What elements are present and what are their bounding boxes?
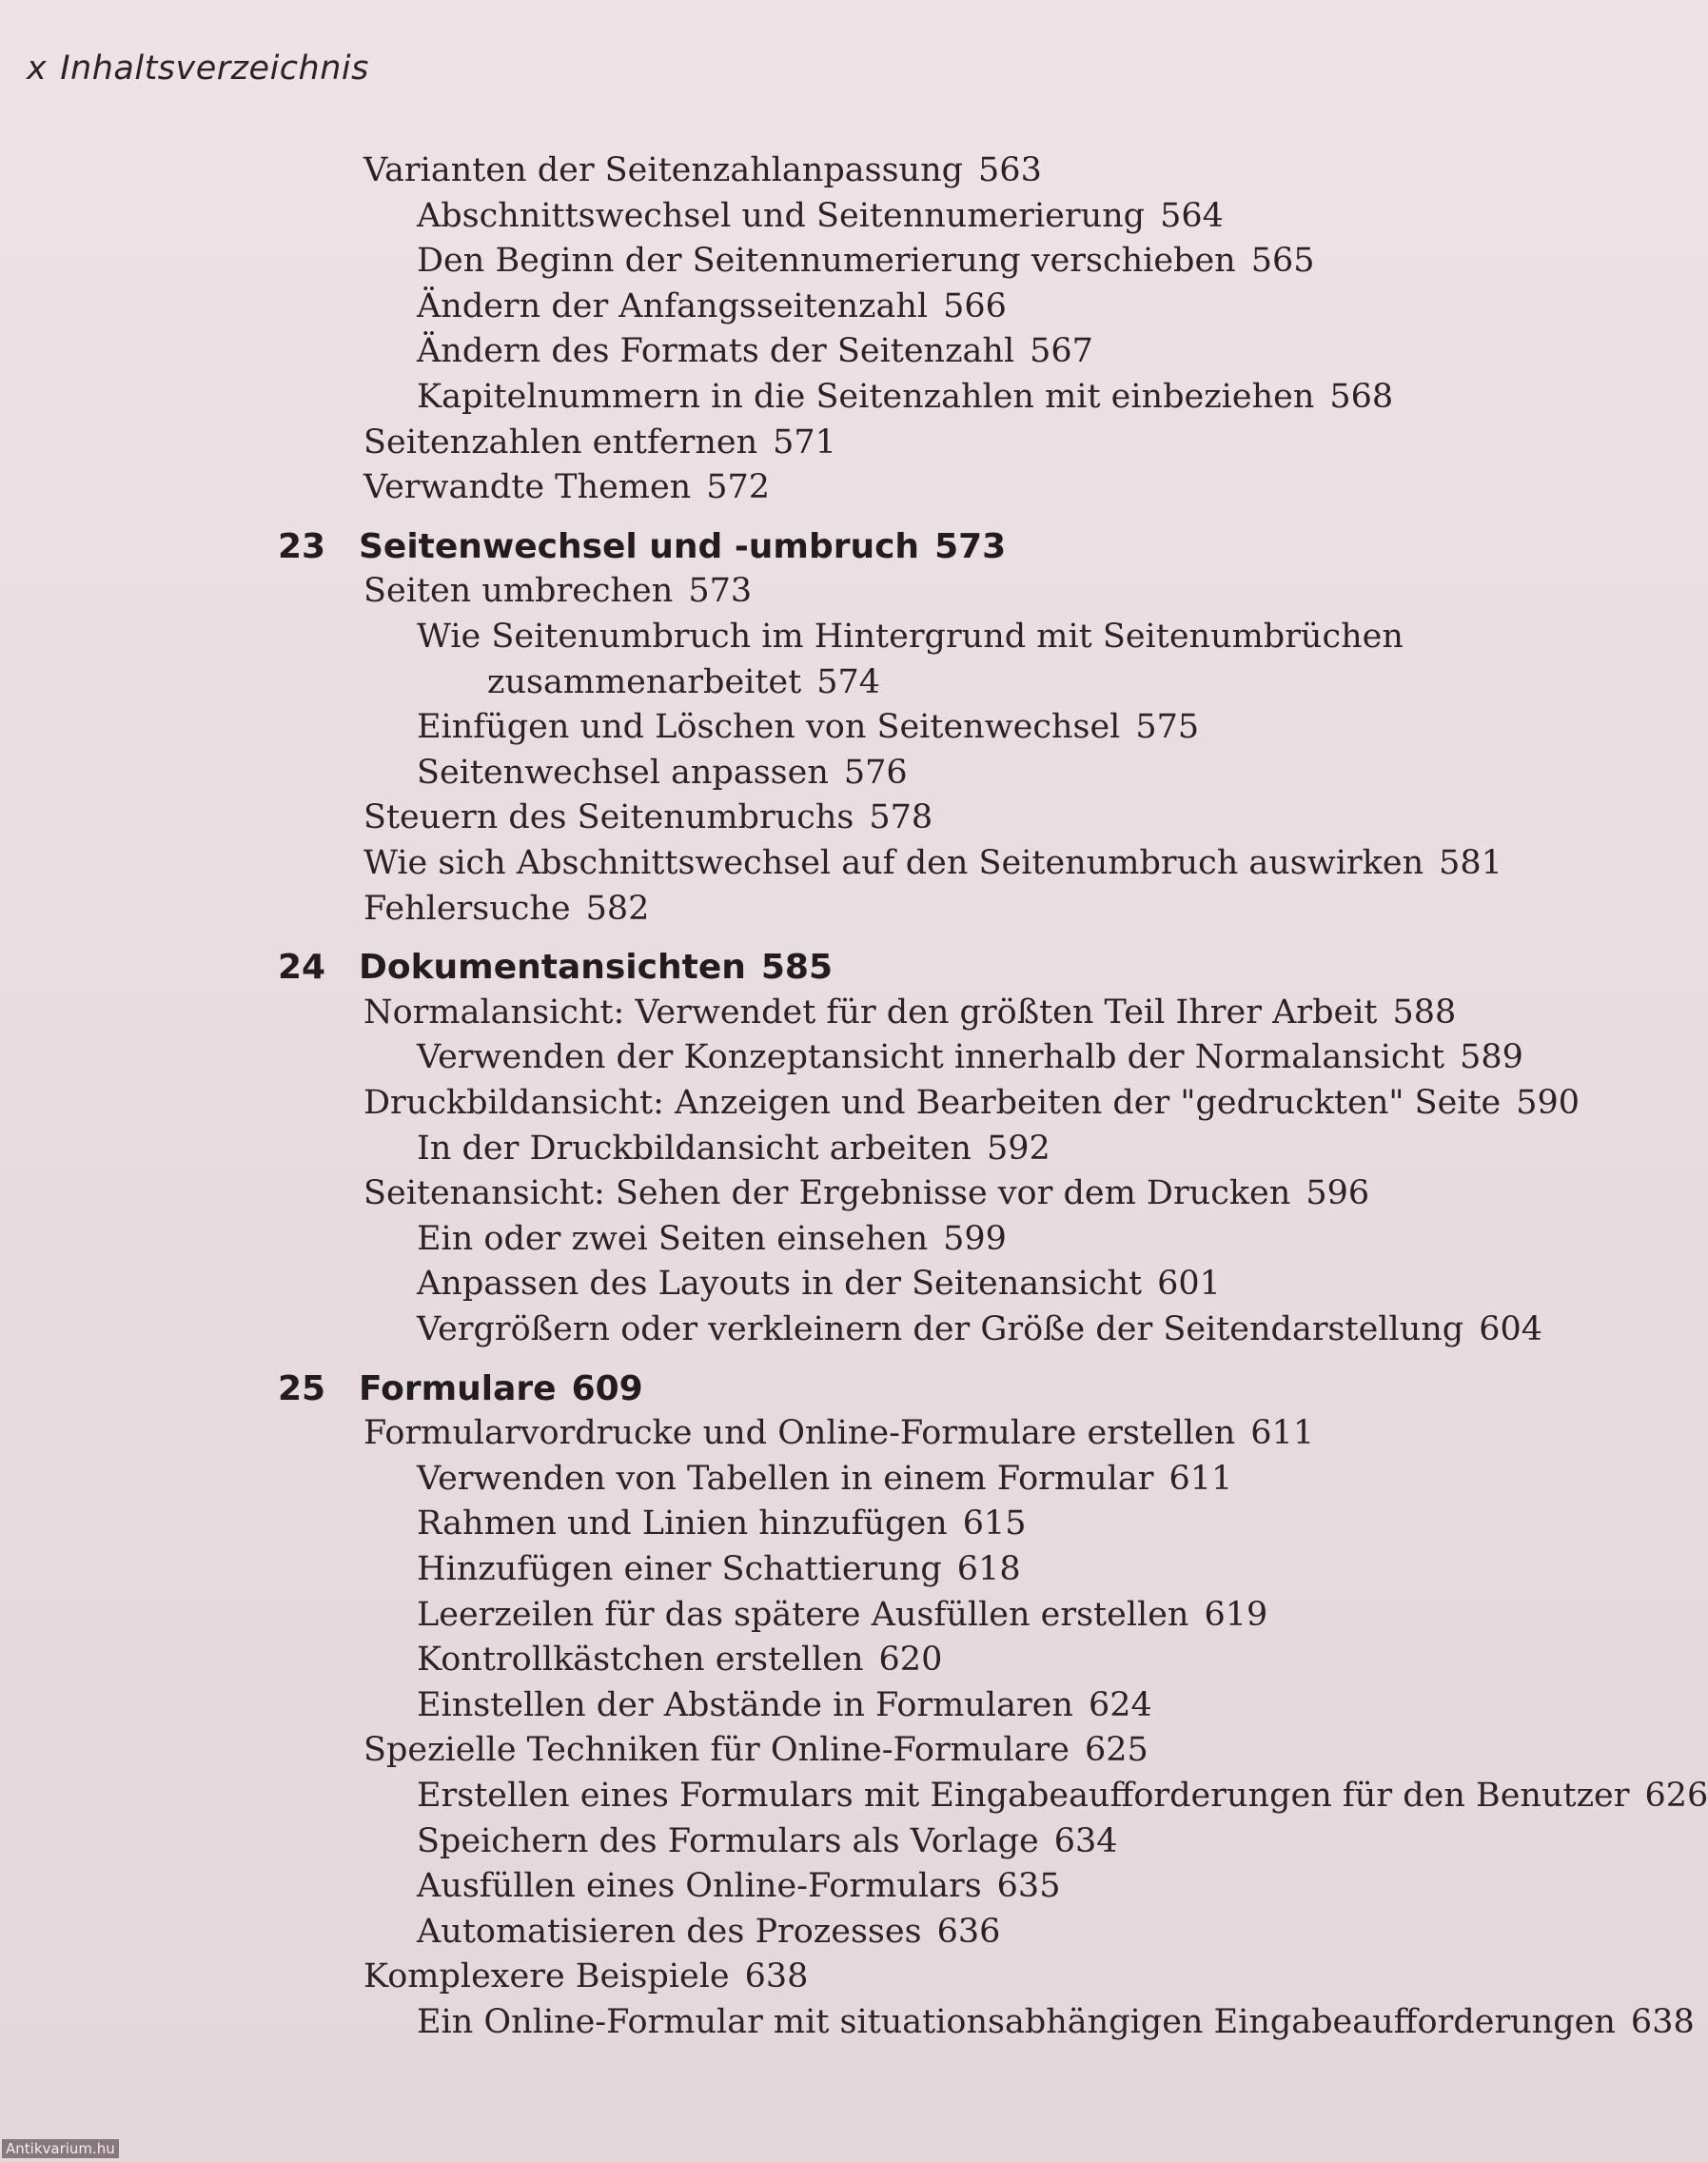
- toc-entry: [363, 423, 836, 462]
- toc-entry-title: Druckbildansicht: Anzeigen und Bearbeiten der "gedruckten" Seite: [363, 1084, 1502, 1122]
- toc-entry: [417, 1685, 1152, 1724]
- toc-entry-title: Erstellen eines Formulars mit Eingabeaufforderungen für den Benutzer: [417, 1777, 1630, 1815]
- toc-entry-title: Ausfüllen eines Online-Formulars: [417, 1867, 982, 1906]
- toc-entry-title: Formularvordrucke und Online-Formulare erstellen: [363, 1414, 1236, 1453]
- toc-entry-page: 618: [956, 1550, 1021, 1588]
- toc-entry-title: Abschnittswechsel und Seitennumerierung: [417, 196, 1146, 235]
- chapter-number: 25: [278, 1368, 326, 1408]
- chapter-title-line: [359, 948, 834, 988]
- toc-entry-title: Rahmen und Linien hinzufügen: [417, 1504, 948, 1543]
- toc-entry-title: Komplexere Beispiele: [363, 1957, 730, 1996]
- toc-entry-page: 596: [1306, 1174, 1370, 1213]
- toc-entry-page: 604: [1479, 1310, 1542, 1348]
- toc-entry-page: 563: [978, 151, 1042, 189]
- toc-entry-page: 564: [1160, 196, 1224, 235]
- toc-entry-title: Wie sich Abschnittswechsel auf den Seitenumbruch auswirken: [363, 844, 1424, 882]
- toc-entry: [363, 1084, 1580, 1122]
- toc-entry: [417, 1821, 1118, 1860]
- toc-entry-title: Varianten der Seitenzahlanpassung: [363, 151, 964, 189]
- toc-entry: [363, 1731, 1148, 1770]
- toc-entry: [417, 620, 1404, 654]
- toc-entry-title: Anpassen des Layouts in der Seitenansicht: [417, 1265, 1143, 1304]
- chapter-page: 609: [571, 1368, 643, 1408]
- toc-entry-page: 624: [1088, 1685, 1152, 1724]
- toc-entry-page: 638: [1630, 2003, 1695, 2041]
- toc-entry: [417, 1459, 1233, 1498]
- toc-entry: [417, 753, 908, 792]
- toc-entry-page: 567: [1030, 332, 1093, 371]
- toc-entry: [417, 2003, 1695, 2041]
- toc-entry-page: 635: [996, 1867, 1061, 1906]
- toc-entry-page: 589: [1460, 1038, 1523, 1077]
- page-header: [27, 49, 369, 88]
- toc-entry: [417, 1550, 1021, 1588]
- toc-entry-page: 611: [1250, 1414, 1315, 1453]
- toc-entry-title: Fehlersuche: [363, 889, 571, 928]
- toc-entry-page: 599: [943, 1219, 1007, 1258]
- chapter-number: 23: [278, 526, 326, 566]
- toc-entry-title: Normalansicht: Verwendet für den größten Teil Ihrer Arbeit: [363, 993, 1378, 1032]
- header-title: Inhaltsverzeichnis: [60, 49, 369, 88]
- chapter-heading: [278, 948, 1515, 993]
- chapter-title: Seitenwechsel und -umbruch: [359, 526, 920, 566]
- toc-entry: [417, 708, 1200, 747]
- toc-entry-title: Steuern des Seitenumbruchs: [363, 798, 854, 837]
- chapter-title: Formulare: [359, 1368, 557, 1408]
- toc-entry-title: Seitenwechsel anpassen: [417, 753, 829, 792]
- toc-entry: [417, 196, 1224, 235]
- chapter-title-line: [359, 526, 1007, 566]
- toc-entry: [417, 378, 1394, 416]
- toc-entry: [417, 1265, 1221, 1304]
- toc-entry: [363, 151, 1042, 189]
- toc-entry-page: 571: [773, 423, 836, 462]
- toc-entry-page: 611: [1168, 1459, 1233, 1498]
- toc-entry: [363, 1174, 1370, 1213]
- toc-entry: [363, 572, 753, 611]
- toc-entry-title: Kontrollkästchen erstellen: [417, 1641, 864, 1680]
- chapter-title: Dokumentansichten: [359, 948, 746, 988]
- toc-entry-title: Seitenzahlen entfernen: [363, 423, 758, 462]
- toc-entry: [417, 1641, 943, 1680]
- toc-entry: [417, 1779, 1708, 1813]
- toc-entry-title: Automatisieren des Prozesses: [417, 1912, 922, 1951]
- toc-entry-page: 576: [843, 753, 908, 792]
- toc-entry-title: Vergrößern oder verkleinern der Größe der Seitendarstellung: [417, 1310, 1464, 1348]
- chapter-page: 585: [760, 948, 834, 988]
- toc-entry-page: 634: [1053, 1821, 1118, 1860]
- toc-entry-title: Einstellen der Abstände in Formularen: [417, 1685, 1073, 1724]
- toc-entry-title: Ein Online-Formular mit situationsabhängigen Eingabeaufforderungen: [417, 2003, 1616, 2041]
- toc-entry-page: 566: [943, 286, 1007, 325]
- toc-entry-title: Wie Seitenumbruch im Hintergrund mit Seitenumbrüchen: [417, 618, 1404, 656]
- toc-entry-page: 592: [986, 1129, 1050, 1168]
- toc-entry-page: 590: [1516, 1084, 1580, 1122]
- toc-entry: [417, 1310, 1542, 1348]
- chapter-title-line: [359, 1368, 643, 1408]
- toc-entry-title: Ändern des Formats der Seitenzahl: [417, 332, 1015, 371]
- toc-entry-title: Den Beginn der Seitennumerierung verschieben: [417, 242, 1236, 281]
- toc-entry-title: Speichern des Formulars als Vorlage: [417, 1821, 1039, 1860]
- toc-entry: [363, 993, 1457, 1032]
- toc-entry: [417, 1219, 1007, 1258]
- toc-entry-page: 578: [869, 798, 933, 837]
- toc-entry-page: 575: [1135, 708, 1200, 747]
- toc-entry-page: 620: [878, 1641, 943, 1680]
- toc-entry-title: Ändern der Anfangsseitenzahl: [417, 286, 929, 325]
- toc-entry: [417, 1038, 1523, 1077]
- toc-entry: [363, 798, 933, 837]
- toc-entry-page: 565: [1250, 242, 1315, 281]
- toc-entry: [417, 1129, 1050, 1168]
- toc-entry: [363, 844, 1502, 882]
- toc-entry-page: 615: [962, 1504, 1027, 1543]
- toc-entry-title: Verwenden von Tabellen in einem Formular: [417, 1459, 1154, 1498]
- chapter-page: 573: [934, 526, 1007, 566]
- toc-entry-title: Hinzufügen einer Schattierung: [417, 1550, 942, 1588]
- toc-entry-title: Leerzeilen für das spätere Ausfüllen erstellen: [417, 1595, 1189, 1634]
- toc-entry-title: Kapitelnummern in die Seitenzahlen mit einbeziehen: [417, 378, 1315, 416]
- toc-entry: [363, 889, 650, 928]
- toc-entry-title: Seitenansicht: Sehen der Ergebnisse vor dem Drucken: [363, 1174, 1291, 1213]
- toc-entry: [417, 332, 1093, 371]
- toc-entry-page: 572: [706, 468, 771, 507]
- toc-entry-page: 636: [936, 1912, 1001, 1951]
- toc-entry-page: 588: [1392, 993, 1457, 1032]
- toc-entry-title: In der Druckbildansicht arbeiten: [417, 1129, 972, 1168]
- toc-entry: [363, 1957, 809, 1996]
- toc-entry: [417, 1504, 1027, 1543]
- toc-entry-page: 573: [688, 572, 753, 611]
- toc-entry: [363, 468, 771, 507]
- toc-entry-page: 581: [1439, 844, 1502, 882]
- toc-entry-page: 601: [1157, 1265, 1221, 1304]
- watermark: Antikvarium.hu: [2, 2139, 119, 2158]
- chapter-number: 24: [278, 948, 326, 988]
- chapter-heading: [278, 1368, 1515, 1414]
- toc-entry-title: Einfügen und Löschen von Seitenwechsel: [417, 708, 1121, 747]
- toc-entry-page: 568: [1329, 378, 1394, 416]
- toc-entry-title: Seiten umbrechen: [363, 572, 674, 611]
- toc-entry: [487, 662, 881, 701]
- toc-entry-title: zusammenarbeitet: [487, 662, 802, 701]
- toc-entry: [417, 1867, 1061, 1906]
- toc-entry-page: 626: [1644, 1777, 1708, 1815]
- toc-entry: [417, 1595, 1268, 1634]
- toc-entry-page: 638: [744, 1957, 809, 1996]
- toc-entry-page: 619: [1204, 1595, 1268, 1634]
- toc-entry-title: Verwandte Themen: [363, 468, 692, 507]
- toc-entry-title: Verwenden der Konzeptansicht innerhalb der Normalansicht: [417, 1038, 1445, 1077]
- toc-entry: [417, 1912, 1001, 1951]
- page-number-roman: x: [27, 49, 48, 88]
- toc-entry-title: Ein oder zwei Seiten einsehen: [417, 1219, 929, 1258]
- toc-entry-page: 574: [816, 662, 881, 701]
- chapter-heading: [278, 526, 1515, 572]
- toc-entry: [417, 242, 1315, 281]
- toc-entry: [363, 1414, 1315, 1453]
- toc-entry-page: 625: [1084, 1731, 1148, 1770]
- toc-entry-page: 582: [585, 889, 650, 928]
- toc-entry-title: Spezielle Techniken für Online-Formulare: [363, 1731, 1070, 1770]
- toc-entry: [417, 286, 1007, 325]
